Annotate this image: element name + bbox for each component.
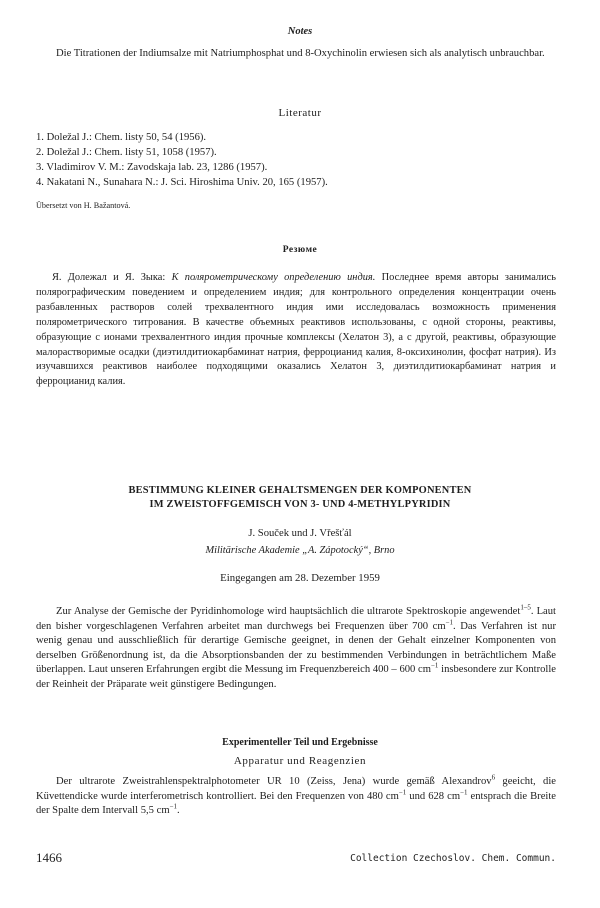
article-affiliation: Militärische Akademie „A. Zápotocký“, Brno — [205, 545, 395, 556]
article-authors: J. Souček und J. Vřešťál — [248, 528, 352, 539]
article-title-line: BESTIMMUNG KLEINER GEHALTSMENGEN DER KOMPONENTEN — [128, 485, 472, 496]
method-paragraph — [36, 775, 556, 819]
resume-paragraph — [36, 271, 556, 390]
subsection-heading: Apparatur und Reagenzien — [233, 755, 367, 767]
citation-superscript: 6 — [491, 773, 496, 782]
intro-text: . Laut den bisher vorgeschlagenen Verfahren arbeitet man durchwegs bei Frequenzen über 700 cm — [36, 606, 557, 632]
journal-name: Collection Czechoslov. Chem. Commun. — [350, 853, 556, 864]
article-title-line: IM ZWEISTOFFGEMISCH VON 3- UND 4-METHYLPYRIDIN — [149, 499, 451, 510]
translator-note: Übersetzt von H. Bažantová. — [36, 201, 131, 210]
intro-paragraph — [36, 605, 556, 693]
reference-item: 1. Doležal J.: Chem. listy 50, 54 (1956). — [36, 132, 207, 143]
unit-superscript: −1 — [398, 788, 407, 797]
unit-superscript: −1 — [430, 661, 439, 670]
article-title — [60, 484, 540, 512]
reference-item: 4. Nakatani N., Sunahara N.: J. Sci. Hiroshima Univ. 20, 165 (1957). — [36, 177, 328, 188]
resume-heading: Резюме — [282, 245, 318, 255]
method-text: und 628 cm — [406, 790, 461, 802]
running-head: Notes — [287, 26, 313, 37]
method-text: . — [177, 805, 180, 817]
intro-text: insbesondere zur Kontrolle der Reinheit der Präparate weit günstigere Bedingungen. — [36, 664, 556, 690]
resume-paper-title: К полярометрическому определению индия. — [171, 272, 376, 283]
received-date: Eingegangen am 28. Dezember 1959 — [220, 572, 380, 584]
resume-authors: Я. Долежал и Я. Зыка: — [52, 272, 166, 283]
reference-list — [36, 130, 556, 190]
page-number: 1466 — [36, 850, 62, 865]
unit-superscript: −1 — [169, 802, 178, 811]
method-text: entsprach die Breite der Spalte dem Intervall 5,5 cm — [36, 790, 556, 817]
section-heading: Experimenteller Teil und Ergebnisse — [222, 737, 378, 748]
literatur-heading: Literatur — [278, 107, 322, 119]
method-text: Der ultrarote Zweistrahlenspektralphotometer UR 10 (Zeiss, Jena) wurde gemäß Alexandrov — [56, 776, 492, 787]
reference-item: 2. Doležal J.: Chem. listy 51, 1058 (1957). — [36, 147, 217, 158]
reference-item: 3. Vladimirov V. M.: Zavodskaja lab. 23, 1286 (1957). — [36, 162, 268, 173]
unit-superscript: −1 — [460, 788, 468, 797]
citation-superscript: 1–5 — [520, 603, 531, 612]
resume-text: Последнее время авторы занимались полярографическим поведением и определением индия; для контрольного определения концентрации очень разбавленных растворов солей трехвалентного индия ими исследовалась возможность применения полярометрического титрования. В качестве объемных реактивов использованы, с одной стороны, реактивы, образующие с ионами трехвалентного индия прочные комплексы (Хелатон 3), а с другой, реактивы, образующие малорастворимые осадки (диэтилдитиокарбаминат натрия, ферроцианид калия, 8-оксихинолин, фосфат натрия). Из изучавшихся реактивов наиболее подходящими оказались Хелатон 3, диэтилдитиокарбаминат натрия и ферроцианид калия. — [36, 272, 556, 388]
top-paragraph: Die Titrationen der Indiumsalze mit Natriumphosphat und 8-Oxychinolin erwiesen sich als analytisch unbrauchbar. — [56, 48, 545, 59]
unit-superscript: −1 — [445, 618, 454, 627]
intro-text: . Das Verfahren ist nur wenig genau und ausschließlich für derartige Gemische geeignet, in denen der Gehalt einzelner Komponenten von derselben Größenordnung ist, da die Absorptionsbanden der zu bestimmenden Verbindungen in beträchtlichem Maße überlappen. Laut unseren Erfahrungen ergibt die Messung im Frequenzbereich 400 – 600 cm — [36, 620, 556, 676]
intro-text: Zur Analyse der Gemische der Pyridinhomologe wird hauptsächlich die ultrarote Spektroskopie angewendet — [56, 606, 521, 617]
method-text: geeicht, die Küvettendicke wurde interferometrisch kontrolliert. Bei den Frequenzen von 480 cm — [36, 776, 556, 802]
